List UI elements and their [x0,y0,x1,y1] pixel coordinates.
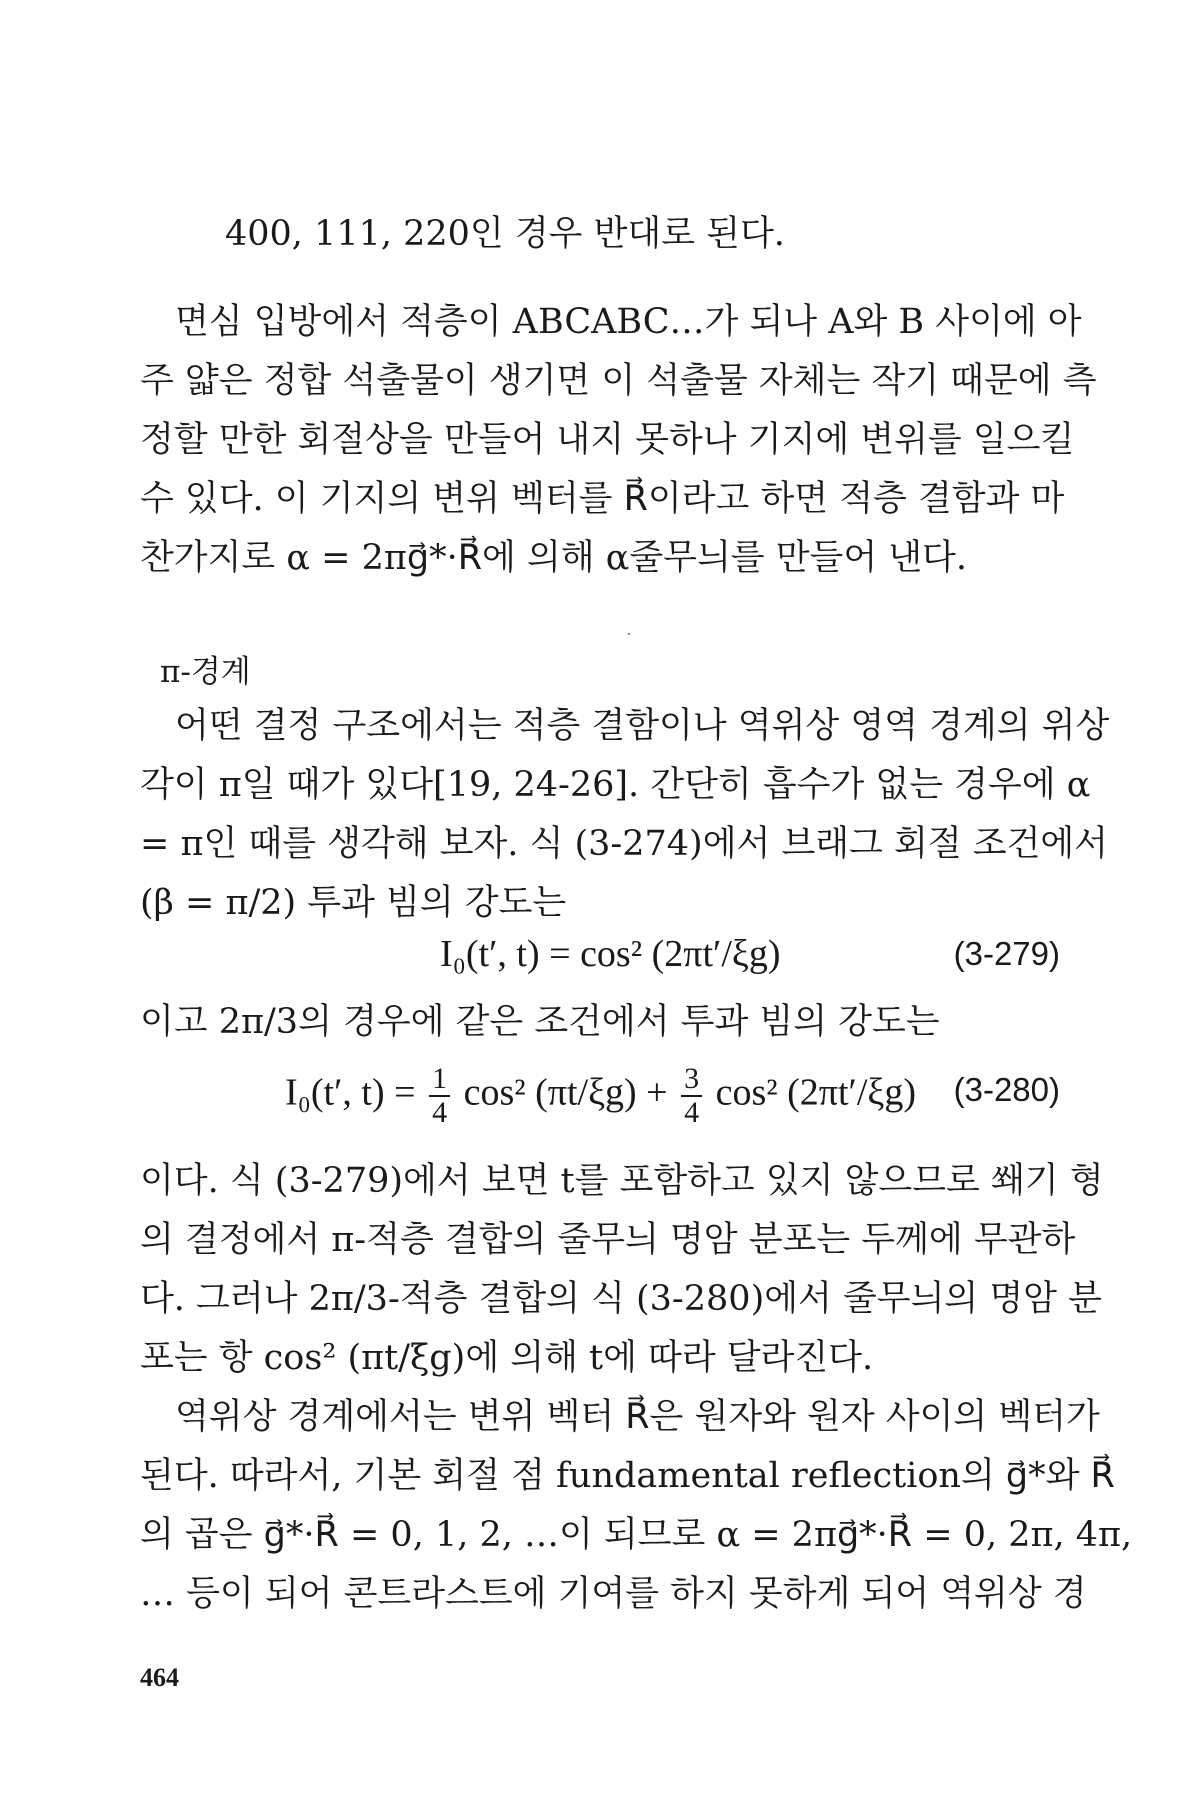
text-line-7: 어떤 결정 구조에서는 적층 결함이나 역위상 영역 경계의 위상 [175,706,1110,746]
text-line-9: = π인 때를 생각해 보자. 식 (3-274)에서 브래그 회절 조건에서 [140,824,1108,864]
text-line-2: 면심 입방에서 적층이 ABCABC…가 되나 A와 B 사이에 아 [175,302,1082,342]
eq2-lhs: I₀(t′, t) = [285,1071,416,1114]
text-line-18: 의 곱은 g⃗*·R⃗ = 0, 1, 2, …이 되므로 α = 2πg⃗*·R⃗ = 0, 2π, 4π, [140,1515,1133,1555]
text-line-3: 주 얇은 정합 석출물이 생기면 이 석출물 자체는 작기 때문에 측 [140,361,1097,401]
text-line-8: 각이 π일 때가 있다[19, 24-26]. 간단히 흡수가 없는 경우에 α [140,765,1091,805]
equation-3-280 [285,1063,916,1129]
equation-number-3-279: (3-279) [953,935,1060,972]
text-line-11: 이고 2π/3의 경우에 같은 조건에서 투과 빔의 강도는 [140,1002,940,1042]
eq2-fraction-1-numerator: 1 [429,1063,450,1097]
section-heading: π-경계 [160,654,251,690]
equation-number-3-280: (3-280) [953,1071,1060,1108]
text-line-6: 찬가지로 α = 2πg⃗*·R⃗에 의해 α줄무늬를 만들어 낸다. [140,538,967,578]
eq2-fraction-2 [681,1063,702,1129]
text-line-14: 다. 그러나 2π/3-적층 결합의 식 (3-280)에서 줄무늬의 명암 분 [140,1279,1102,1319]
text-line-16: 역위상 경계에서는 변위 벡터 R⃗은 원자와 원자 사이의 벡터가 [175,1397,1100,1437]
speck [628,633,630,635]
text-line-1: 400, 111, 220인 경우 반대로 된다. [225,214,785,254]
page-number: 464 [140,1663,179,1692]
eq2-term-2: cos² (2πt′/ξg) [715,1071,917,1114]
text-line-13: 의 결정에서 π-적층 결합의 줄무늬 명암 분포는 두께에 무관하 [140,1220,1076,1260]
text-line-4: 정할 만한 회절상을 만들어 내지 못하나 기지에 변위를 일으킬 [140,420,1075,460]
text-line-5: 수 있다. 이 기지의 변위 벡터를 R⃗이라고 하면 적층 결함과 마 [140,479,1065,519]
eq2-term-1: cos² (πt/ξg) + [463,1071,668,1114]
text-line-15: 포는 항 cos² (πt/ξg)에 의해 t에 따라 달라진다. [140,1338,874,1378]
eq2-fraction-1-denominator: 4 [432,1096,448,1129]
text-line-17: 된다. 따라서, 기본 회절 점 fundamental reflection의 g⃗*와 R⃗ [140,1456,1115,1496]
text-line-19: … 등이 되어 콘트라스트에 기여를 하지 못하게 되어 역위상 경 [140,1574,1087,1614]
eq2-fraction-2-numerator: 3 [681,1063,702,1097]
eq2-fraction-2-denominator: 4 [684,1096,700,1129]
eq2-fraction-1 [429,1063,450,1129]
equation-3-279: I₀(t′, t) = cos² (2πt′/ξg) [440,933,781,975]
text-line-10: (β = π/2) 투과 빔의 강도는 [140,883,567,923]
text-line-12: 이다. 식 (3-279)에서 보면 t를 포함하고 있지 않으므로 쐐기 형 [140,1161,1104,1201]
